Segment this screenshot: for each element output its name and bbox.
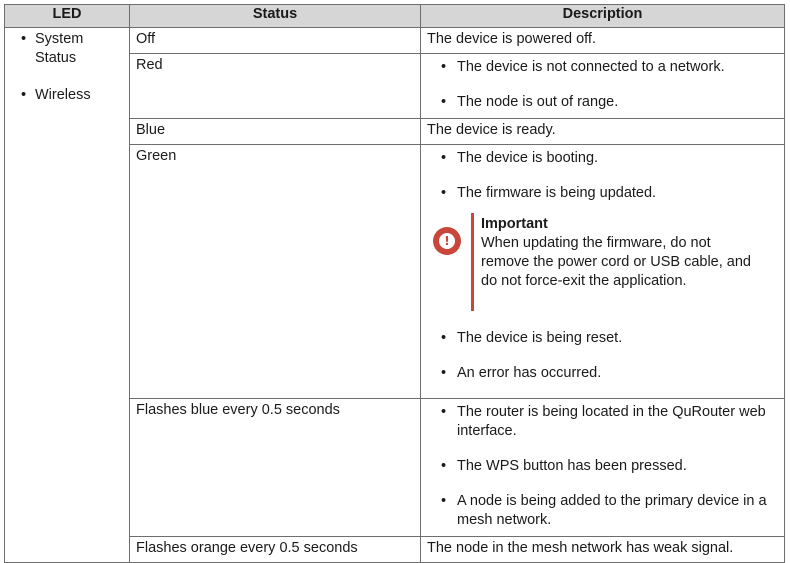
description-bullet: • The node is out of range. xyxy=(427,93,778,112)
description-cell xyxy=(421,537,785,563)
description-cell xyxy=(421,54,785,119)
status-cell: Red xyxy=(130,54,421,119)
led-item-wireless: • Wireless xyxy=(23,86,123,105)
description-bullet: • A node is being added to the primary device in a mesh network. xyxy=(427,492,778,530)
led-item-system-status: • System Status xyxy=(23,30,123,68)
table-header-row xyxy=(5,5,785,28)
description-bullet: • An error has occurred. xyxy=(427,364,778,383)
description-bullet: • The firmware is being updated. xyxy=(427,184,778,203)
description-text: The device is ready. xyxy=(427,122,556,138)
description-list xyxy=(427,147,778,207)
description-list xyxy=(427,401,778,536)
description-list xyxy=(427,329,778,389)
led-status-table xyxy=(4,4,785,563)
description-cell xyxy=(421,145,785,399)
led-list xyxy=(23,30,123,105)
header-led: LED xyxy=(5,5,130,28)
description-cell xyxy=(421,119,785,145)
description-list xyxy=(427,56,778,118)
important-accent-bar xyxy=(471,213,474,311)
description-bullet: • The router is being located in the QuRouter web interface. xyxy=(427,403,778,441)
status-cell: Flashes orange every 0.5 seconds xyxy=(130,537,421,563)
description-bullet: • The device is not connected to a network. xyxy=(427,58,778,77)
status-cell: Flashes blue every 0.5 seconds xyxy=(130,399,421,537)
led-cell xyxy=(5,28,130,563)
description-bullet: • The device is being reset. xyxy=(427,329,778,348)
description-text: The node in the mesh network has weak signal. xyxy=(427,540,734,556)
status-cell: Off xyxy=(130,28,421,54)
description-cell xyxy=(421,28,785,54)
status-cell: Blue xyxy=(130,119,421,145)
description-text: The device is powered off. xyxy=(427,31,596,47)
description-cell xyxy=(421,399,785,537)
status-cell: Green xyxy=(130,145,421,399)
table-row xyxy=(5,28,785,54)
description-bullet: • The WPS button has been pressed. xyxy=(427,457,778,476)
important-title: Important xyxy=(481,216,548,232)
important-callout xyxy=(431,213,778,311)
important-text xyxy=(481,215,751,291)
alert-icon: ! xyxy=(433,227,461,255)
header-description: Description xyxy=(421,5,785,28)
description-bullet: • The device is booting. xyxy=(427,149,778,168)
important-body: When updating the firmware, do not remove the power cord or USB cable, and do not force-exit the application. xyxy=(481,235,751,289)
header-status: Status xyxy=(130,5,421,28)
